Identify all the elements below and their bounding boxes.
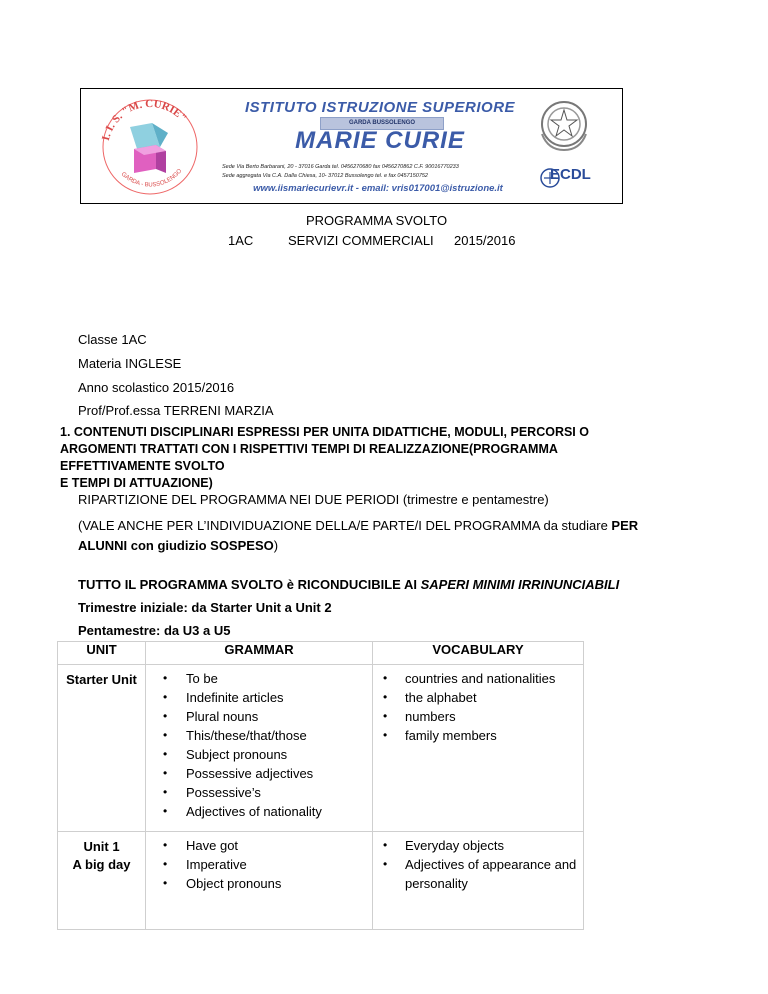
address-line-1: Sede Via Berto Barbarani, 20 - 37016 Garda tel. 0456270680 fax 0456270862 C.F. 90016770233 bbox=[222, 164, 459, 170]
title-class: 1AC bbox=[228, 233, 254, 248]
title-course: SERVIZI COMMERCIALI bbox=[288, 233, 434, 248]
table-header-row bbox=[58, 642, 584, 665]
section-heading-line-3: EFFETTIVAMENTE SVOLTO bbox=[60, 459, 225, 473]
program-table bbox=[57, 641, 584, 930]
address-line-2: Sede aggregata Via C.A. Dalla Chiesa, 10- 37012 Bussolengo tel. e fax 0457150752 bbox=[222, 173, 428, 179]
vocabulary-cell bbox=[373, 832, 584, 930]
grammar-cell bbox=[146, 665, 373, 832]
list-item: • Object pronouns bbox=[146, 874, 372, 893]
section-heading bbox=[60, 424, 589, 492]
tutto-line bbox=[78, 577, 619, 592]
ripartizione-paren: (trimestre e pentamestre) bbox=[399, 492, 549, 507]
list-item: • Adjectives of appearance and personality bbox=[373, 855, 583, 893]
table-row bbox=[58, 665, 584, 832]
header-grammar: GRAMMAR bbox=[146, 642, 373, 665]
vale-text: (VALE ANCHE PER L’INDIVIDUAZIONE DELLA/E PARTE/I DEL PROGRAMMA da studiare bbox=[78, 518, 612, 533]
grammar-cell bbox=[146, 832, 373, 930]
list-item: • Everyday objects bbox=[373, 836, 583, 855]
header-vocabulary: VOCABULARY bbox=[373, 642, 584, 665]
vale-per: PER bbox=[611, 518, 639, 533]
institute-badge: GARDA BUSSOLENGO bbox=[320, 117, 444, 130]
list-item: • countries and nationalities bbox=[373, 669, 583, 688]
list-item: • Subject pronouns bbox=[146, 745, 372, 764]
pentamestre-line: Pentamestre: da U3 a U5 bbox=[78, 623, 231, 638]
section-heading-line-4: E TEMPI DI ATTUAZIONE) bbox=[60, 476, 213, 490]
institute-address bbox=[222, 163, 522, 181]
vocabulary-cell bbox=[373, 665, 584, 832]
vale-close: ) bbox=[273, 538, 279, 553]
unit-name: Unit 1 bbox=[83, 839, 120, 854]
table-row bbox=[58, 832, 584, 930]
ecdl-logo: ECDL bbox=[550, 166, 591, 183]
trimestre-line: Trimestre iniziale: da Starter Unit a Unit 2 bbox=[78, 600, 332, 615]
list-item: • Adjectives of nationality bbox=[146, 802, 372, 821]
info-materia: Materia INGLESE bbox=[78, 356, 182, 371]
list-item: • This/these/that/those bbox=[146, 726, 372, 745]
section-heading-line-1: 1. CONTENUTI DISCIPLINARI ESPRESSI PER UNITA DIDATTICHE, MODULI, PERCORSI O bbox=[60, 425, 589, 439]
section-heading-line-2: ARGOMENTI TRATTATI CON I RISPETTIVI TEMPI DI REALIZZAZIONE(PROGRAMMA bbox=[60, 442, 558, 456]
info-anno: Anno scolastico 2015/2016 bbox=[78, 380, 235, 395]
header-unit: UNIT bbox=[58, 642, 146, 665]
svg-text:GARDA - BUSSOLENGO: GARDA - BUSSOLENGO bbox=[119, 168, 184, 189]
institute-name: MARIE CURIE bbox=[295, 127, 465, 154]
unit-cell bbox=[58, 665, 146, 832]
list-item: • Plural nouns bbox=[146, 707, 372, 726]
unit-title: A big day bbox=[72, 857, 131, 872]
unit-cell bbox=[58, 832, 146, 930]
list-item: • To be bbox=[146, 669, 372, 688]
list-item: • Possessive adjectives bbox=[146, 764, 372, 783]
info-prof: Prof/Prof.essa TERRENI MARZIA bbox=[78, 403, 274, 418]
list-item: • Possessive’s bbox=[146, 783, 372, 802]
list-item: • the alphabet bbox=[373, 688, 583, 707]
title-year: 2015/2016 bbox=[454, 233, 516, 248]
list-item: • Imperative bbox=[146, 855, 372, 874]
institute-title: ISTITUTO ISTRUZIONE SUPERIORE bbox=[244, 99, 516, 116]
ripartizione-line bbox=[78, 492, 549, 507]
institute-website: www.iismariecurievr.it - email: vris017001@istruzione.it bbox=[253, 183, 503, 194]
ripartizione-text: RIPARTIZIONE DEL PROGRAMMA NEI DUE PERIODI bbox=[78, 492, 400, 507]
vale-alunni: ALUNNI con giudizio SOSPESO bbox=[78, 538, 274, 553]
info-classe: Classe 1AC bbox=[78, 332, 147, 347]
saperi-minimi: SAPERI MINIMI IRRINUNCIABILI bbox=[420, 577, 620, 592]
svg-text:I. I. S. "M. CURIE": I. I. S. "M. CURIE" bbox=[99, 97, 189, 142]
list-item: • Have got bbox=[146, 836, 372, 855]
school-logo bbox=[90, 97, 210, 197]
vale-paragraph bbox=[78, 516, 698, 556]
unit-name: Starter Unit bbox=[66, 672, 137, 687]
document-title: PROGRAMMA SVOLTO bbox=[306, 213, 448, 228]
list-item: • family members bbox=[373, 726, 583, 745]
list-item: • numbers bbox=[373, 707, 583, 726]
list-item: • Indefinite articles bbox=[146, 688, 372, 707]
tutto-text: TUTTO IL PROGRAMMA SVOLTO è RICONDUCIBILE AI bbox=[78, 577, 421, 592]
